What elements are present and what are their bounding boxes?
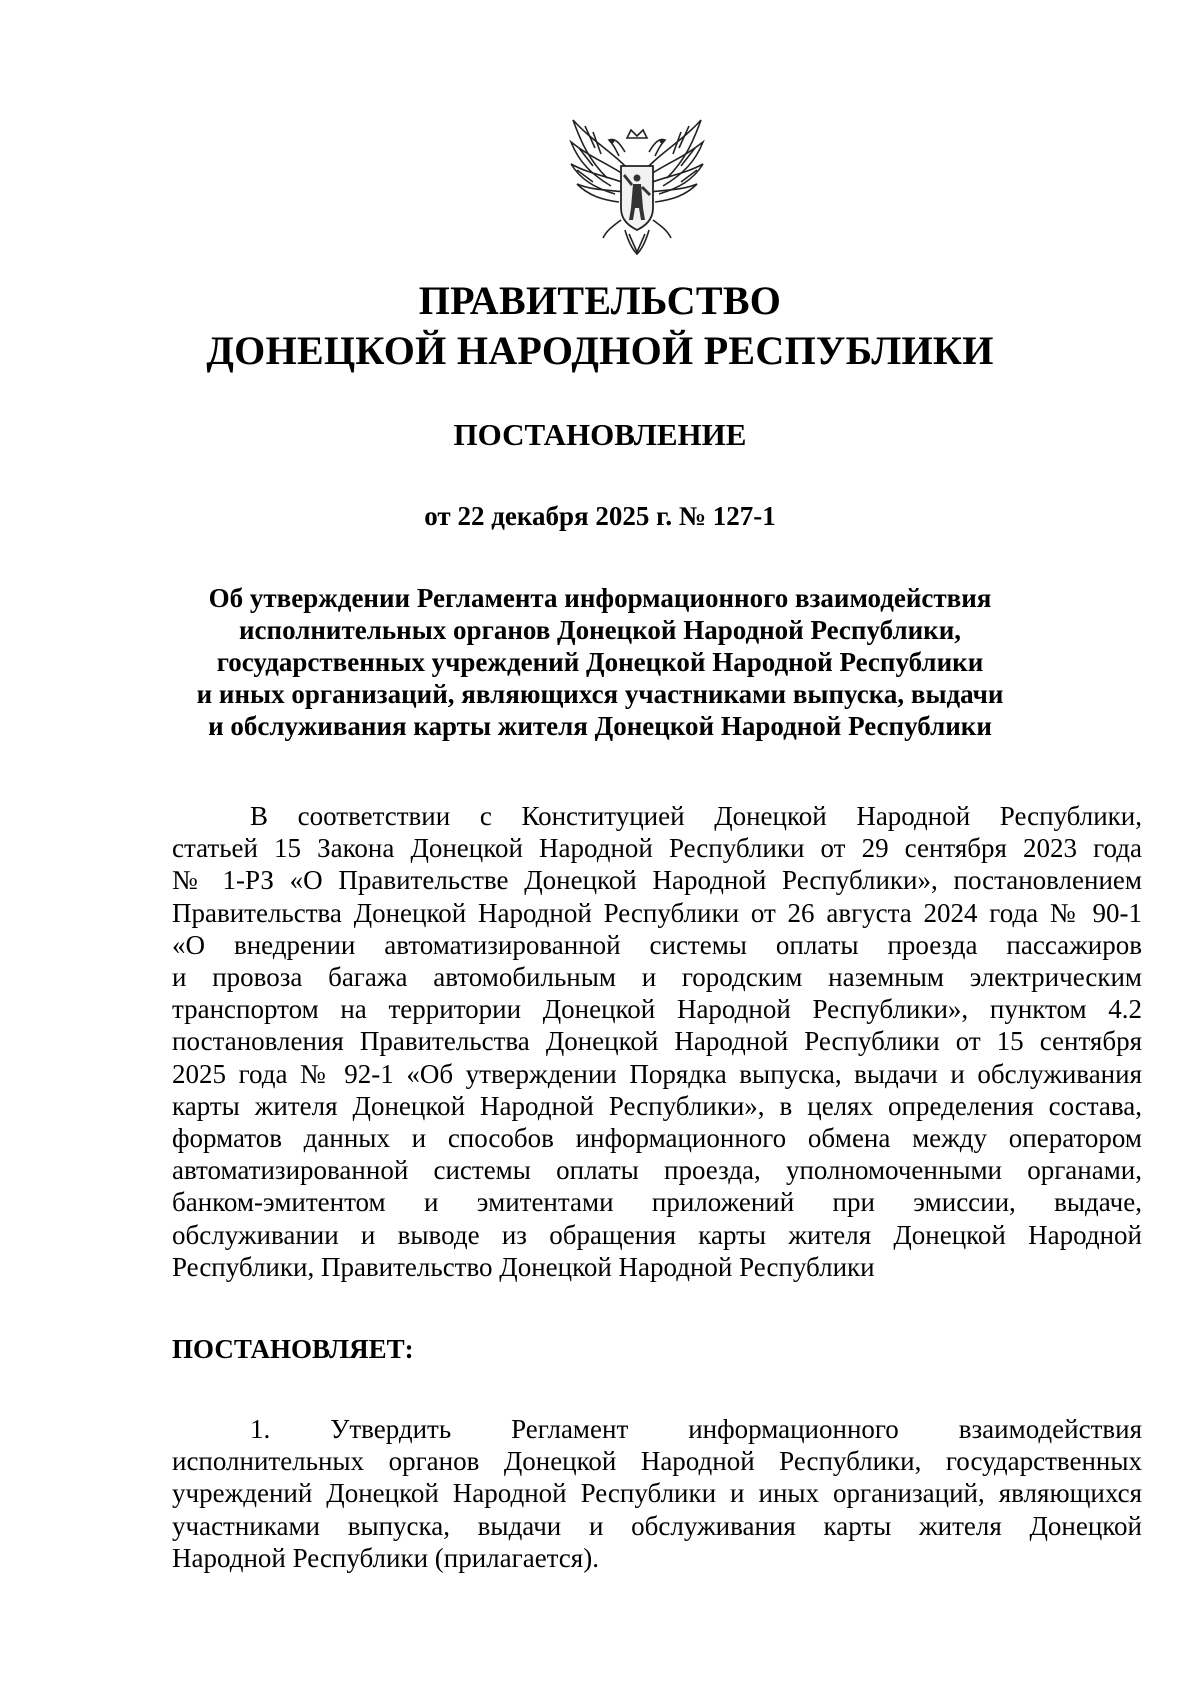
preamble-line: обслуживании и выводе из обращения карты жителя Донецкой Народной [172, 1219, 1142, 1250]
decree-heading: ПОСТАНОВЛЯЕТ: [172, 1334, 414, 1364]
item-line: 1. Утвердить Регламент информационного взаимодействия [250, 1414, 1142, 1444]
subject-line: и иных организаций, являющихся участниками выпуска, выдачи [196, 679, 1004, 709]
preamble-line: «О внедрении автоматизированной системы оплаты проезда пассажиров [172, 929, 1142, 960]
preamble-line: Республики, Правительство Донецкой Народной Республики [172, 1251, 875, 1282]
preamble-paragraph [172, 800, 1142, 1283]
item-line: учреждений Донецкой Народной Республики и иных организаций, являющихся [172, 1478, 1142, 1509]
document-subject [0, 582, 1200, 742]
subject-line: Об утверждении Регламента информационного взаимодействия [208, 583, 992, 613]
government-title-line-2: ДОНЕЦКОЙ НАРОДНОЙ РЕСПУБЛИКИ [206, 328, 994, 373]
subject-line: исполнительных органов Донецкой Народной Республики, [238, 615, 962, 645]
item-line: исполнительных органов Донецкой Народной Республики, государственных [172, 1446, 1142, 1477]
subject-line: государственных учреждений Донецкой Народной Республики [216, 647, 984, 677]
item-line: участниками выпуска, выдачи и обслуживания карты жителя Донецкой [172, 1510, 1142, 1541]
preamble-line: № 1-РЗ «О Правительстве Донецкой Народной Республики», постановлением [172, 865, 1142, 896]
preamble-line: статьей 15 Закона Донецкой Народной Республики от 29 сентября 2023 года [172, 833, 1142, 864]
preamble-line: постановления Правительства Донецкой Народной Республики от 15 сентября [172, 1026, 1142, 1057]
preamble-line: транспортом на территории Донецкой Народной Республики», пунктом 4.2 [172, 994, 1142, 1025]
preamble-line: 2025 года № 92-1 «Об утверждении Порядка выпуска, выдачи и обслуживания [172, 1058, 1142, 1089]
preamble-line: и провоза багажа автомобильным и городским наземным электрическим [172, 962, 1142, 993]
subject-line: и обслуживания карты жителя Донецкой Народной Республики [208, 711, 992, 741]
coat-of-arms-icon [563, 112, 711, 260]
preamble-line: автоматизированной системы оплаты проезда, уполномоченными органами, [172, 1155, 1142, 1186]
preamble-line: форматов данных и способов информационного обмена между оператором [172, 1123, 1142, 1154]
preamble-line: Правительства Донецкой Народной Республики от 26 августа 2024 года № 90-1 [172, 897, 1142, 928]
document-date-number: от 22 декабря 2025 г. № 127-1 [424, 501, 776, 531]
government-title-line-1: ПРАВИТЕЛЬСТВО [418, 278, 782, 323]
government-title [0, 276, 1200, 376]
preamble-line: карты жителя Донецкой Народной Республики», в целях определения состава, [172, 1090, 1142, 1121]
decree-item-1 [172, 1413, 1142, 1574]
preamble-line: банком-эмитентом и эмитентами приложений при эмиссии, выдаче, [172, 1187, 1142, 1218]
item-line: Народной Республики (прилагается). [172, 1542, 599, 1573]
preamble-line: В соответствии с Конституцией Донецкой Народной Республики, [250, 801, 1142, 831]
document-type: ПОСТАНОВЛЕНИЕ [453, 417, 747, 452]
